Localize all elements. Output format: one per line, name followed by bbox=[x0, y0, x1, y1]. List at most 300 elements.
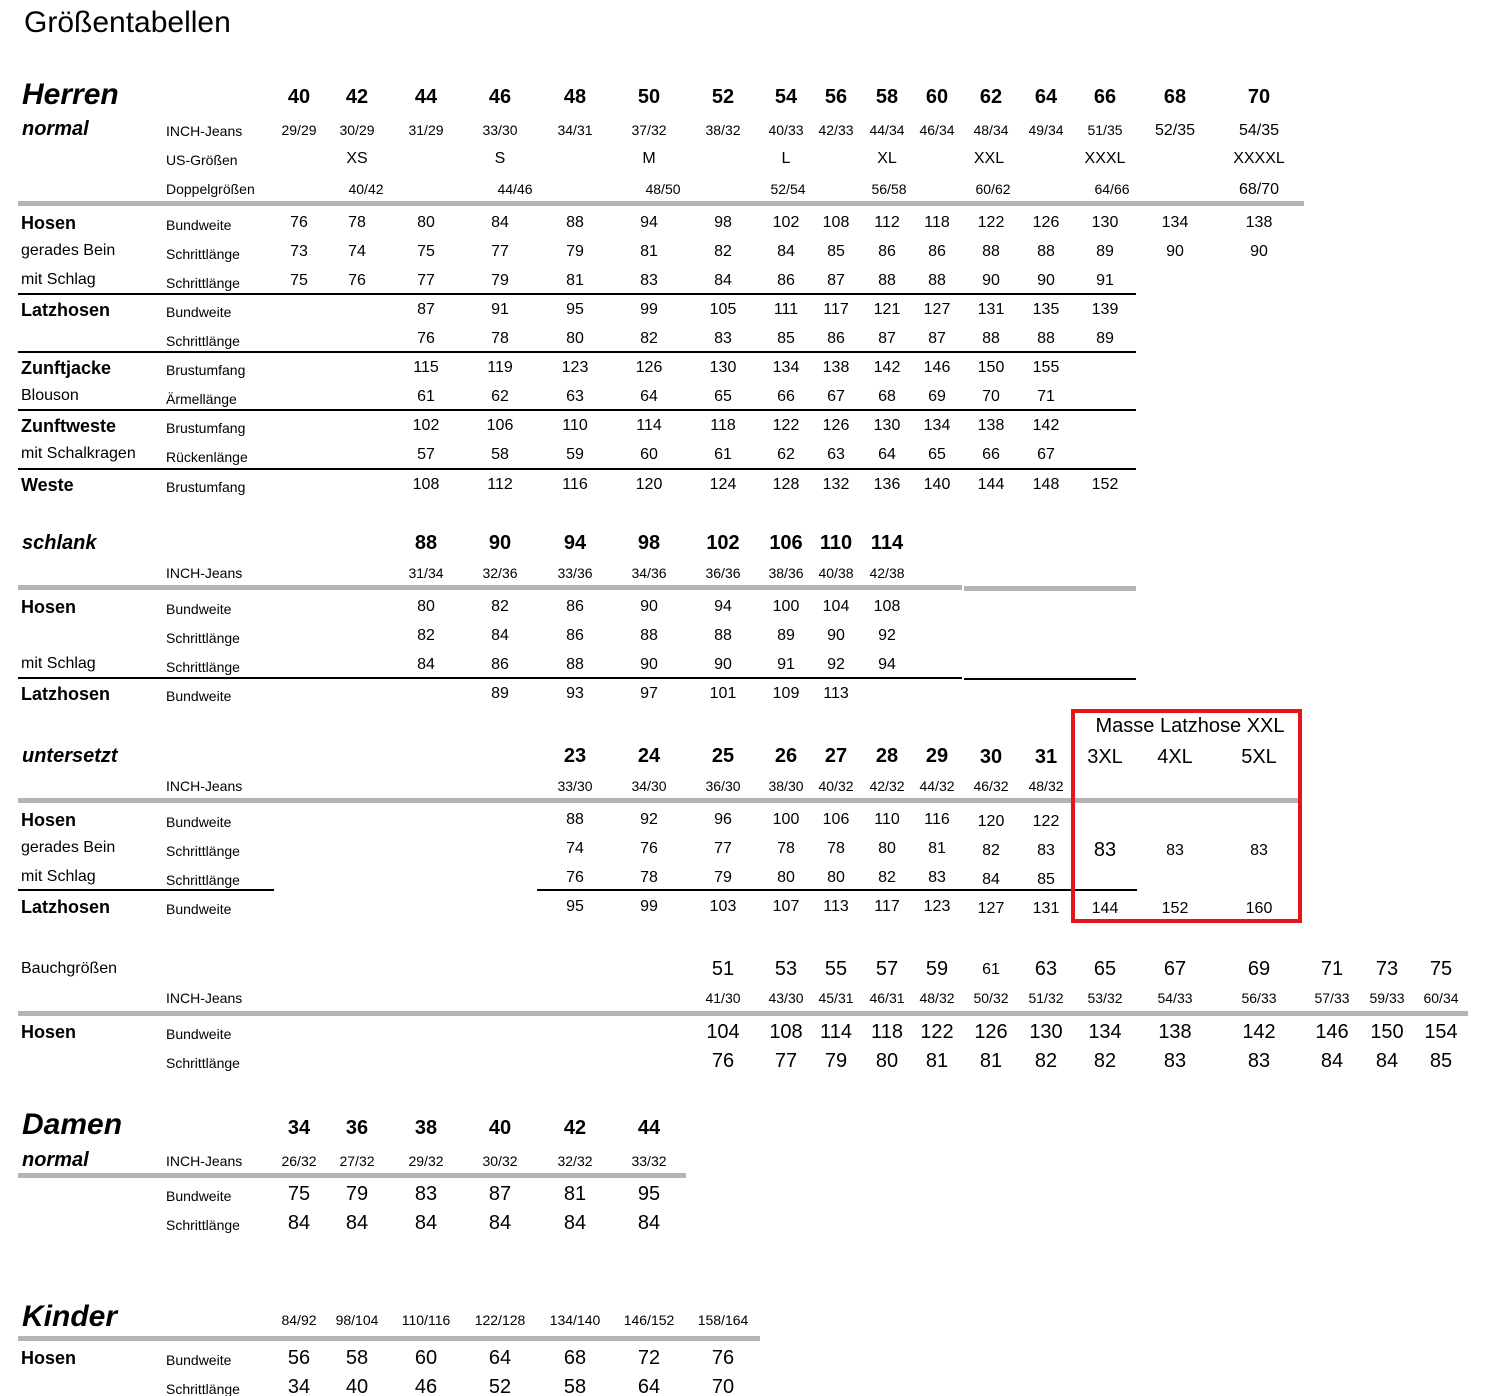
row-category: mit Schlag bbox=[21, 271, 96, 288]
table-cell: 56 bbox=[287, 1347, 311, 1369]
table-cell: 134 bbox=[1088, 1021, 1122, 1043]
row-category: Blouson bbox=[21, 387, 79, 404]
table-cell: 76 bbox=[711, 1347, 735, 1369]
table-cell: 97 bbox=[640, 685, 658, 702]
inch-label: INCH-Jeans bbox=[166, 123, 243, 139]
table-cell: 115 bbox=[413, 359, 439, 376]
table-cell: 111 bbox=[773, 301, 799, 318]
size-header: 56 bbox=[824, 86, 848, 108]
size-header: 31 bbox=[1034, 746, 1058, 768]
inch-value: 31/29 bbox=[408, 122, 444, 138]
table-cell: 146 bbox=[923, 359, 951, 376]
table-cell: 89 bbox=[1096, 243, 1114, 260]
table-cell: 120 bbox=[977, 813, 1005, 830]
table-cell: 90 bbox=[1250, 243, 1268, 260]
table-cell: 118 bbox=[924, 214, 950, 231]
size-header: 24 bbox=[637, 745, 661, 767]
table-cell: 117 bbox=[823, 301, 849, 318]
table-cell: 98 bbox=[714, 214, 732, 231]
table-cell: 79 bbox=[714, 869, 732, 886]
table-cell: 127 bbox=[923, 301, 951, 318]
inch-value: 42/33 bbox=[818, 122, 854, 138]
table-cell: 75 bbox=[290, 272, 308, 289]
table-cell: 120 bbox=[635, 476, 663, 493]
size-header: 90 bbox=[488, 532, 512, 554]
table-cell: 100 bbox=[772, 811, 800, 828]
size-header: 52 bbox=[711, 86, 735, 108]
table-cell: 140 bbox=[923, 476, 951, 493]
inch-value: 57/33 bbox=[1314, 990, 1350, 1006]
bauch-size: 67 bbox=[1163, 958, 1187, 980]
table-cell: 76 bbox=[417, 330, 435, 347]
row-label: Bundweite bbox=[166, 688, 232, 704]
table-cell: 69 bbox=[928, 388, 946, 405]
table-cell: 134 bbox=[772, 359, 800, 376]
table-cell: 87 bbox=[878, 330, 896, 347]
table-cell: 76 bbox=[348, 272, 366, 289]
double-label: Doppelgrößen bbox=[166, 181, 255, 197]
table-cell: 76 bbox=[711, 1050, 735, 1072]
inch-value: 36/30 bbox=[705, 778, 741, 794]
table-cell: 100 bbox=[772, 598, 800, 615]
section-heading-kinder: Kinder bbox=[22, 1300, 118, 1333]
size-header: 29 bbox=[925, 745, 949, 767]
header-rule bbox=[18, 201, 1304, 206]
row-label: Bundweite bbox=[166, 901, 232, 917]
inch-value: 38/30 bbox=[768, 778, 804, 794]
table-cell: 78 bbox=[777, 840, 795, 857]
header-rule bbox=[18, 1011, 1468, 1016]
row-label: Brustumfang bbox=[166, 362, 246, 378]
table-cell: 90 bbox=[1166, 243, 1184, 260]
table-cell: 99 bbox=[640, 898, 658, 915]
table-cell: 76 bbox=[640, 840, 658, 857]
table-cell: 77 bbox=[417, 272, 435, 289]
inch-label: INCH-Jeans bbox=[166, 1153, 243, 1169]
table-cell: 78 bbox=[491, 330, 509, 347]
table-cell: 83 bbox=[640, 272, 658, 289]
table-cell: 65 bbox=[928, 446, 946, 463]
size-header: 54 bbox=[774, 86, 798, 108]
subheading-schlank: schlank bbox=[22, 532, 97, 554]
group-rule bbox=[18, 889, 274, 891]
table-cell: 64 bbox=[640, 388, 658, 405]
size-header: 38 bbox=[414, 1117, 438, 1139]
us-size: XXXXL bbox=[1233, 150, 1285, 167]
table-cell: 46 bbox=[414, 1376, 438, 1396]
inch-value: 59/33 bbox=[1369, 990, 1405, 1006]
header-rule bbox=[18, 1336, 760, 1341]
table-cell: 103 bbox=[709, 898, 737, 915]
us-label: US-Größen bbox=[166, 152, 238, 168]
table-cell: 82 bbox=[417, 627, 435, 644]
row-label: Bundweite bbox=[166, 814, 232, 830]
table-cell: 83 bbox=[1037, 842, 1055, 859]
table-cell: 84 bbox=[491, 214, 509, 231]
table-cell: 82 bbox=[714, 243, 732, 260]
table-cell: 88 bbox=[640, 627, 658, 644]
inch-value: 34/36 bbox=[631, 565, 667, 581]
table-cell: 155 bbox=[1032, 359, 1060, 376]
table-cell: 82 bbox=[1034, 1050, 1058, 1072]
inch-value: 60/34 bbox=[1423, 990, 1459, 1006]
group-rule bbox=[964, 678, 1136, 680]
table-cell: 74 bbox=[566, 840, 584, 857]
size-header: 158/164 bbox=[697, 1312, 749, 1328]
inch-label: INCH-Jeans bbox=[166, 565, 243, 581]
table-cell: 82 bbox=[640, 330, 658, 347]
table-cell: 126 bbox=[822, 417, 850, 434]
size-header: 42 bbox=[345, 86, 369, 108]
table-cell: 80 bbox=[566, 330, 584, 347]
size-header: 23 bbox=[563, 745, 587, 767]
inch-value: 48/32 bbox=[919, 990, 955, 1006]
row-category: Latzhosen bbox=[21, 300, 111, 320]
table-cell: 123 bbox=[923, 898, 951, 915]
row-category: gerades Bein bbox=[21, 839, 116, 856]
table-cell: 81 bbox=[925, 1050, 949, 1072]
table-cell: 84 bbox=[982, 871, 1000, 888]
table-cell: 62 bbox=[491, 388, 509, 405]
row-label: Schrittlänge bbox=[166, 843, 240, 859]
table-cell: 138 bbox=[977, 417, 1005, 434]
size-header: 114 bbox=[870, 532, 904, 554]
table-cell: 89 bbox=[1096, 330, 1114, 347]
table-cell: 130 bbox=[1091, 214, 1119, 231]
inch-label: INCH-Jeans bbox=[166, 778, 243, 794]
bauch-size: 59 bbox=[925, 958, 949, 980]
row-label: Schrittlänge bbox=[166, 1055, 240, 1071]
table-cell: 108 bbox=[412, 476, 440, 493]
table-cell: 136 bbox=[873, 476, 901, 493]
table-cell: 89 bbox=[777, 627, 795, 644]
table-cell: 86 bbox=[878, 243, 896, 260]
inch-value: 46/34 bbox=[919, 122, 955, 138]
table-cell: 40 bbox=[345, 1376, 369, 1396]
table-cell: 138 bbox=[822, 359, 850, 376]
table-cell: 79 bbox=[824, 1050, 848, 1072]
table-cell: 92 bbox=[827, 656, 845, 673]
size-header: 62 bbox=[979, 86, 1003, 108]
table-cell: 80 bbox=[777, 869, 795, 886]
row-category: mit Schalkragen bbox=[21, 445, 136, 462]
row-category: Hosen bbox=[21, 213, 77, 233]
double-size: 56/58 bbox=[871, 181, 907, 197]
table-cell: 76 bbox=[290, 214, 308, 231]
table-cell: 154 bbox=[1424, 1021, 1458, 1043]
us-size: XXL bbox=[973, 150, 1005, 167]
inch-value: 33/32 bbox=[631, 1153, 667, 1169]
table-cell: 82 bbox=[491, 598, 509, 615]
inch-value: 52/35 bbox=[1154, 122, 1196, 139]
table-cell: 77 bbox=[774, 1050, 798, 1072]
table-cell: 88 bbox=[982, 330, 1000, 347]
row-label: Bundweite bbox=[166, 217, 232, 233]
latz-xxl-schritt: 83 bbox=[1250, 842, 1268, 859]
size-header: 40 bbox=[488, 1117, 512, 1139]
row-category: Zunftjacke bbox=[21, 358, 112, 378]
table-cell: 150 bbox=[977, 359, 1005, 376]
row-category: Zunftweste bbox=[21, 416, 117, 436]
size-header: 66 bbox=[1093, 86, 1117, 108]
table-cell: 77 bbox=[714, 840, 732, 857]
bauch-label: Bauchgrößen bbox=[21, 960, 118, 977]
table-cell: 124 bbox=[709, 476, 737, 493]
inch-value: 34/31 bbox=[557, 122, 593, 138]
table-cell: 63 bbox=[827, 446, 845, 463]
table-cell: 90 bbox=[640, 598, 658, 615]
table-cell: 84 bbox=[414, 1212, 438, 1234]
inch-value: 48/32 bbox=[1028, 778, 1064, 794]
table-cell: 91 bbox=[1096, 272, 1114, 289]
table-cell: 109 bbox=[772, 685, 800, 702]
table-cell: 94 bbox=[714, 598, 732, 615]
table-cell: 86 bbox=[491, 656, 509, 673]
table-cell: 84 bbox=[491, 627, 509, 644]
table-cell: 88 bbox=[1037, 243, 1055, 260]
row-category: Latzhosen bbox=[21, 684, 111, 704]
table-cell: 84 bbox=[1320, 1050, 1344, 1072]
inch-value: 41/30 bbox=[705, 990, 741, 1006]
table-cell: 116 bbox=[562, 476, 588, 493]
row-label: Schrittlänge bbox=[166, 659, 240, 675]
table-cell: 59 bbox=[566, 446, 584, 463]
row-category: Hosen bbox=[21, 1348, 77, 1368]
inch-value: 44/34 bbox=[869, 122, 905, 138]
group-rule bbox=[18, 677, 962, 679]
table-cell: 87 bbox=[417, 301, 435, 318]
size-header: 46 bbox=[488, 86, 512, 108]
inch-value: 30/29 bbox=[339, 122, 375, 138]
table-cell: 113 bbox=[823, 685, 849, 702]
size-header: 146/152 bbox=[623, 1312, 675, 1328]
table-cell: 87 bbox=[928, 330, 946, 347]
subheading-untersetzt: untersetzt bbox=[22, 745, 118, 767]
latz-xxl-bund: 160 bbox=[1245, 900, 1273, 917]
size-header: 98/104 bbox=[335, 1312, 379, 1328]
table-cell: 83 bbox=[928, 869, 946, 886]
table-cell: 85 bbox=[777, 330, 795, 347]
inch-value: 49/34 bbox=[1028, 122, 1064, 138]
double-size: 68/70 bbox=[1238, 181, 1280, 198]
size-header: 70 bbox=[1247, 86, 1271, 108]
table-cell: 58 bbox=[345, 1347, 369, 1369]
table-cell: 135 bbox=[1032, 301, 1060, 318]
size-header: 68 bbox=[1163, 86, 1187, 108]
inch-value: 48/34 bbox=[973, 122, 1009, 138]
table-cell: 113 bbox=[823, 898, 849, 915]
table-cell: 123 bbox=[561, 359, 589, 376]
size-header: 44 bbox=[637, 1117, 661, 1139]
inch-value: 50/32 bbox=[973, 990, 1009, 1006]
table-cell: 82 bbox=[878, 869, 896, 886]
latz-xxl-highlight-box bbox=[1071, 709, 1302, 923]
group-rule bbox=[18, 351, 1136, 353]
table-cell: 80 bbox=[878, 840, 896, 857]
table-cell: 90 bbox=[640, 656, 658, 673]
table-cell: 66 bbox=[777, 388, 795, 405]
table-cell: 131 bbox=[1032, 900, 1060, 917]
table-cell: 122 bbox=[772, 417, 800, 434]
table-cell: 146 bbox=[1315, 1021, 1349, 1043]
bauch-size: 61 bbox=[982, 961, 1000, 978]
size-header: 36 bbox=[345, 1117, 369, 1139]
inch-value: 42/38 bbox=[869, 565, 905, 581]
table-cell: 81 bbox=[640, 243, 658, 260]
table-cell: 105 bbox=[709, 301, 737, 318]
table-cell: 87 bbox=[827, 272, 845, 289]
table-cell: 77 bbox=[491, 243, 509, 260]
table-cell: 58 bbox=[563, 1376, 587, 1396]
table-cell: 102 bbox=[412, 417, 440, 434]
table-cell: 95 bbox=[566, 301, 584, 318]
inch-value: 46/31 bbox=[869, 990, 905, 1006]
table-cell: 88 bbox=[566, 811, 584, 828]
table-cell: 148 bbox=[1032, 476, 1060, 493]
latz-xxl-size: 3XL bbox=[1087, 746, 1123, 768]
table-cell: 126 bbox=[635, 359, 663, 376]
group-rule bbox=[18, 293, 1136, 295]
table-cell: 81 bbox=[563, 1183, 587, 1205]
double-size: 44/46 bbox=[497, 181, 533, 197]
bauch-size: 57 bbox=[875, 958, 899, 980]
inch-value: 40/33 bbox=[768, 122, 804, 138]
table-cell: 102 bbox=[772, 214, 800, 231]
size-header: 40 bbox=[287, 86, 311, 108]
bauch-size: 69 bbox=[1247, 958, 1271, 980]
inch-value: 43/30 bbox=[768, 990, 804, 1006]
table-cell: 96 bbox=[714, 811, 732, 828]
row-category: mit Schlag bbox=[21, 868, 96, 885]
latz-xxl-schritt: 83 bbox=[1093, 839, 1117, 861]
row-label: Schrittlänge bbox=[166, 630, 240, 646]
table-cell: 127 bbox=[977, 900, 1005, 917]
row-category: gerades Bein bbox=[21, 242, 116, 259]
table-cell: 150 bbox=[1370, 1021, 1404, 1043]
table-cell: 85 bbox=[827, 243, 845, 260]
table-cell: 132 bbox=[822, 476, 850, 493]
latz-xxl-size: 5XL bbox=[1241, 746, 1277, 768]
table-cell: 142 bbox=[1032, 417, 1060, 434]
table-cell: 142 bbox=[873, 359, 901, 376]
size-header: 48 bbox=[563, 86, 587, 108]
row-category: Hosen bbox=[21, 810, 77, 830]
table-cell: 88 bbox=[566, 656, 584, 673]
table-cell: 106 bbox=[822, 811, 850, 828]
bauch-size: 51 bbox=[711, 958, 735, 980]
table-cell: 80 bbox=[417, 598, 435, 615]
latz-xxl-title: Masse Latzhose XXL bbox=[1095, 715, 1285, 737]
table-cell: 90 bbox=[1037, 272, 1055, 289]
inch-value: 34/30 bbox=[631, 778, 667, 794]
table-cell: 112 bbox=[874, 214, 900, 231]
table-cell: 107 bbox=[772, 898, 800, 915]
header-rule bbox=[18, 585, 962, 590]
double-size: 48/50 bbox=[645, 181, 681, 197]
inch-value: 40/38 bbox=[818, 565, 854, 581]
table-cell: 84 bbox=[637, 1212, 661, 1234]
table-cell: 80 bbox=[875, 1050, 899, 1072]
table-cell: 85 bbox=[1037, 871, 1055, 888]
size-header: 84/92 bbox=[281, 1312, 317, 1328]
bauch-size: 65 bbox=[1093, 958, 1117, 980]
us-size: XS bbox=[346, 150, 368, 167]
table-cell: 60 bbox=[640, 446, 658, 463]
row-label: Brustumfang bbox=[166, 420, 246, 436]
table-cell: 84 bbox=[488, 1212, 512, 1234]
table-cell: 80 bbox=[827, 869, 845, 886]
table-cell: 128 bbox=[772, 476, 800, 493]
latz-xxl-bund: 144 bbox=[1091, 900, 1119, 917]
table-cell: 78 bbox=[640, 869, 658, 886]
table-cell: 73 bbox=[290, 243, 308, 260]
row-label: Ärmellänge bbox=[166, 391, 237, 407]
table-cell: 83 bbox=[414, 1183, 438, 1205]
table-cell: 86 bbox=[827, 330, 845, 347]
table-cell: 70 bbox=[711, 1376, 735, 1396]
table-cell: 82 bbox=[982, 842, 1000, 859]
row-label: Rückenlänge bbox=[166, 449, 248, 465]
table-cell: 58 bbox=[491, 446, 509, 463]
table-cell: 126 bbox=[974, 1021, 1008, 1043]
inch-value: 54/33 bbox=[1157, 990, 1193, 1006]
row-label: Schrittlänge bbox=[166, 333, 240, 349]
size-header: 42 bbox=[563, 1117, 587, 1139]
size-header: 30 bbox=[979, 746, 1003, 768]
table-cell: 86 bbox=[928, 243, 946, 260]
table-cell: 122 bbox=[977, 214, 1005, 231]
size-header: 50 bbox=[637, 86, 661, 108]
table-cell: 119 bbox=[487, 359, 513, 376]
table-cell: 82 bbox=[1093, 1050, 1117, 1072]
table-cell: 122 bbox=[1032, 813, 1060, 830]
inch-value: 26/32 bbox=[281, 1153, 317, 1169]
table-cell: 88 bbox=[714, 627, 732, 644]
inch-value: 42/32 bbox=[869, 778, 905, 794]
table-cell: 86 bbox=[566, 598, 584, 615]
table-cell: 117 bbox=[874, 898, 900, 915]
table-cell: 79 bbox=[491, 272, 509, 289]
table-cell: 81 bbox=[979, 1050, 1003, 1072]
page-title: Größentabellen bbox=[24, 6, 231, 39]
group-rule bbox=[18, 409, 1136, 411]
table-cell: 83 bbox=[714, 330, 732, 347]
table-cell: 79 bbox=[566, 243, 584, 260]
table-cell: 88 bbox=[878, 272, 896, 289]
latz-xxl-bund: 152 bbox=[1161, 900, 1189, 917]
table-cell: 84 bbox=[777, 243, 795, 260]
row-label: Bundweite bbox=[166, 601, 232, 617]
table-cell: 104 bbox=[822, 598, 850, 615]
inch-value: 51/35 bbox=[1087, 122, 1123, 138]
bauch-size: 55 bbox=[824, 958, 848, 980]
latz-xxl-schritt: 83 bbox=[1166, 842, 1184, 859]
table-cell: 62 bbox=[777, 446, 795, 463]
table-cell: 134 bbox=[1161, 214, 1189, 231]
inch-value: 33/36 bbox=[557, 565, 593, 581]
table-cell: 88 bbox=[982, 243, 1000, 260]
inch-value: 51/32 bbox=[1028, 990, 1064, 1006]
inch-value: 29/29 bbox=[281, 122, 317, 138]
row-label: Schrittlänge bbox=[166, 246, 240, 262]
row-label: Bundweite bbox=[166, 304, 232, 320]
inch-value: 53/32 bbox=[1087, 990, 1123, 1006]
table-cell: 130 bbox=[873, 417, 901, 434]
table-cell: 52 bbox=[488, 1376, 512, 1396]
table-cell: 116 bbox=[924, 811, 950, 828]
double-size: 40/42 bbox=[348, 181, 384, 197]
table-cell: 68 bbox=[878, 388, 896, 405]
